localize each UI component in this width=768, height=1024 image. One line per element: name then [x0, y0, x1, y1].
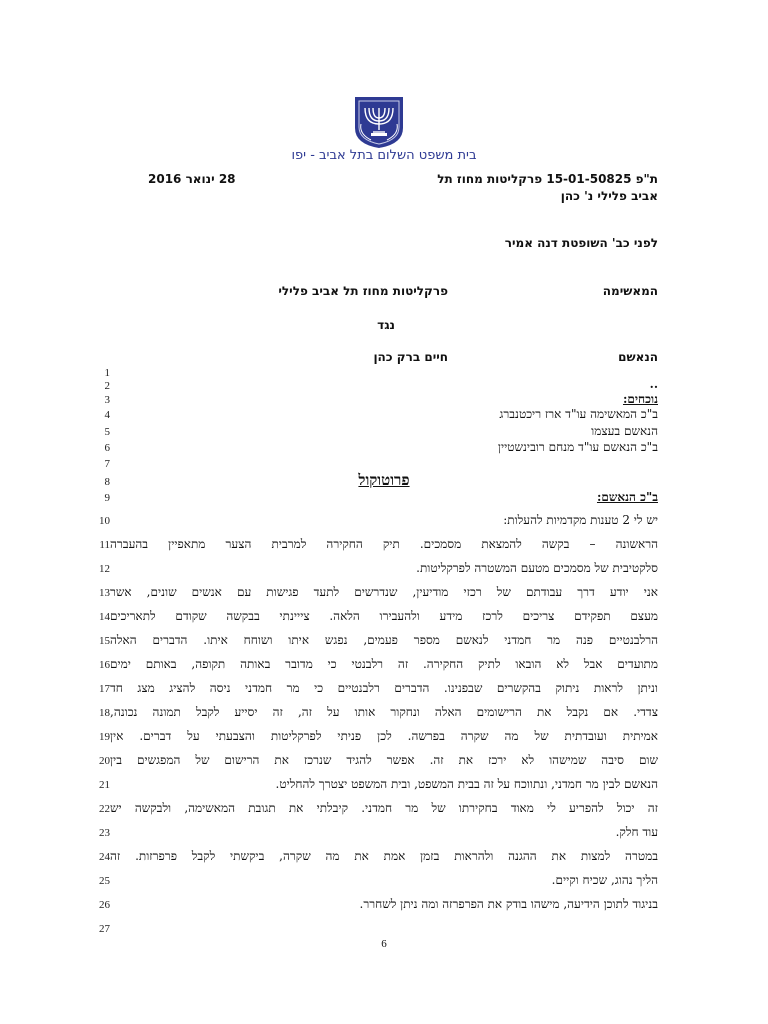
line-number: 18	[99, 707, 110, 719]
line-number: 13	[99, 587, 110, 599]
body-line: הראשונה – בקשה להמצאת מסמכים. תיק החקירה למרבית הצער מתאפיין בהעברה	[110, 537, 658, 551]
court-name: בית משפט השלום בתל אביב - יפו	[291, 148, 477, 163]
line-number: 7	[104, 458, 110, 470]
line-number: 24	[99, 851, 110, 863]
attendee-defendant: הנאשם בעצמו	[591, 424, 658, 438]
line-number: 25	[99, 875, 110, 887]
defendant-name: חיים ברק כהן	[373, 350, 448, 364]
state-of-israel-emblem-icon	[351, 94, 407, 150]
speaker-label: ב"כ הנאשם:	[596, 490, 658, 504]
line-number: 11	[99, 539, 110, 551]
line-number: 9	[104, 492, 110, 504]
attendees-label: נוכחים:	[622, 392, 658, 406]
line-number: 15	[99, 635, 110, 647]
versus-label: נגד	[377, 318, 395, 332]
body-line: סלקטיבית של מסמכים מטעם המשטרה לפרקליטות.	[416, 561, 658, 575]
body-line: שום סיבה שמישהו לא ירכז את זה. אפשר להגיד שנרכז את הרישום של המפגשים בין	[110, 753, 658, 767]
body-line: יש לי 2 טענות מקדמיות להעלות:	[503, 513, 658, 527]
line-number: 23	[99, 827, 110, 839]
body-line: הליך נהוג, שכיח וקיים.	[551, 873, 658, 887]
body-line: אני יודע דרך עבודתם של רכזי מודיעין, שנדרשים לתעד פגישות עם אנשים שונים, אשר	[110, 585, 658, 599]
line-number: 20	[99, 755, 110, 767]
case-number: ת"פ 15-01-50825 פרקליטות מחוז תל	[437, 172, 658, 186]
line-number: 17	[99, 683, 110, 695]
line-number: 6	[104, 442, 110, 454]
line-number: 5	[104, 426, 110, 438]
line-number: 10	[99, 515, 110, 527]
body-line: אמיתית ועובדתית של מה שקרה בפרשה. לכן פניתי לפרקליטות והצבעתי על דברים. אין	[110, 729, 658, 743]
body-line: צדדי. אם נקבל את הרישומים האלה ונחקור אותו על זה, זה יסייע לקבל תמונה נכונה,	[110, 705, 658, 719]
hearing-date: 28 ינואר 2016	[148, 172, 236, 186]
line-number: 1	[104, 367, 110, 379]
protocol-title: פרוטוקול	[358, 471, 410, 489]
body-line: עוד חלק.	[615, 825, 658, 839]
body-line: זה יכול להפריע לי מאוד בחקירתו של מר חמדני. קיבלתי את תגובת המאשימה, ולבקשה יש	[110, 801, 658, 815]
line-number: 21	[99, 779, 110, 791]
line-number: 14	[99, 611, 110, 623]
body-line: הנאשם לבין מר חמדני, ונתווכח על זה בבית המשפט, ובית המשפט יצטרך להחליט.	[275, 777, 658, 791]
body-line: בניגוד לתוכן הידיעה, מישהו בודק את הפרפרזה ומה ניתן לשחרר.	[359, 897, 658, 911]
body-line: מתועדים אבל לא הובאו לתיק החקירה. זה רלבנטי כי מדובר באותה תקופה, באותם ימים	[110, 657, 658, 671]
line-number: 26	[99, 899, 110, 911]
line-number: 19	[99, 731, 110, 743]
page-number: 6	[381, 938, 387, 950]
line-number: 3	[104, 394, 110, 406]
judge-line: לפני כב' השופטת דנה אמיר	[504, 236, 658, 250]
body-line: מעצם תפקידם צריכים לרכז מידע ולהעבירו הלאה. צייינתי בבקשה שקודם לתאריכים	[110, 609, 658, 623]
attendee-defense-counsel: ב"כ הנאשם עו"ד מנחם רובינשטיין	[497, 440, 658, 454]
line-number: 27	[99, 923, 110, 935]
attendee-prosecutor: ב"כ המאשימה עו"ד ארז ריכטנברג	[499, 407, 658, 421]
line-number: 8	[104, 476, 110, 488]
line-number: 4	[104, 409, 110, 421]
body-line: הרלבנטיים פנה מר חמדני לנאשם מספר פעמים, נפגש איתו ושוחח איתו. הדברים האלה	[110, 633, 658, 647]
defendant-label: הנאשם	[618, 350, 658, 364]
case-title: אביב פלילי נ' כהן	[560, 189, 658, 203]
line-number: 22	[99, 803, 110, 815]
body-line: במטרה למצות את ההגנה ולהראות בזמן אמת את מה שקרה, ביקשתי לקבל פרפרזות. זה	[110, 849, 658, 863]
line-number: 16	[99, 659, 110, 671]
prosecution-name: פרקליטות מחוז תל אביב פלילי	[278, 284, 448, 298]
line-number: 2	[104, 380, 110, 392]
prosecution-label: המאשימה	[602, 284, 658, 298]
attendees-dots: ..	[649, 377, 658, 391]
body-line: וניתן לראות ניתוק בהקשרים שבפנינו. הדברים רלבנטיים כי מר חמדני ניסה להציג מצג חד	[110, 681, 658, 695]
line-number: 12	[99, 563, 110, 575]
